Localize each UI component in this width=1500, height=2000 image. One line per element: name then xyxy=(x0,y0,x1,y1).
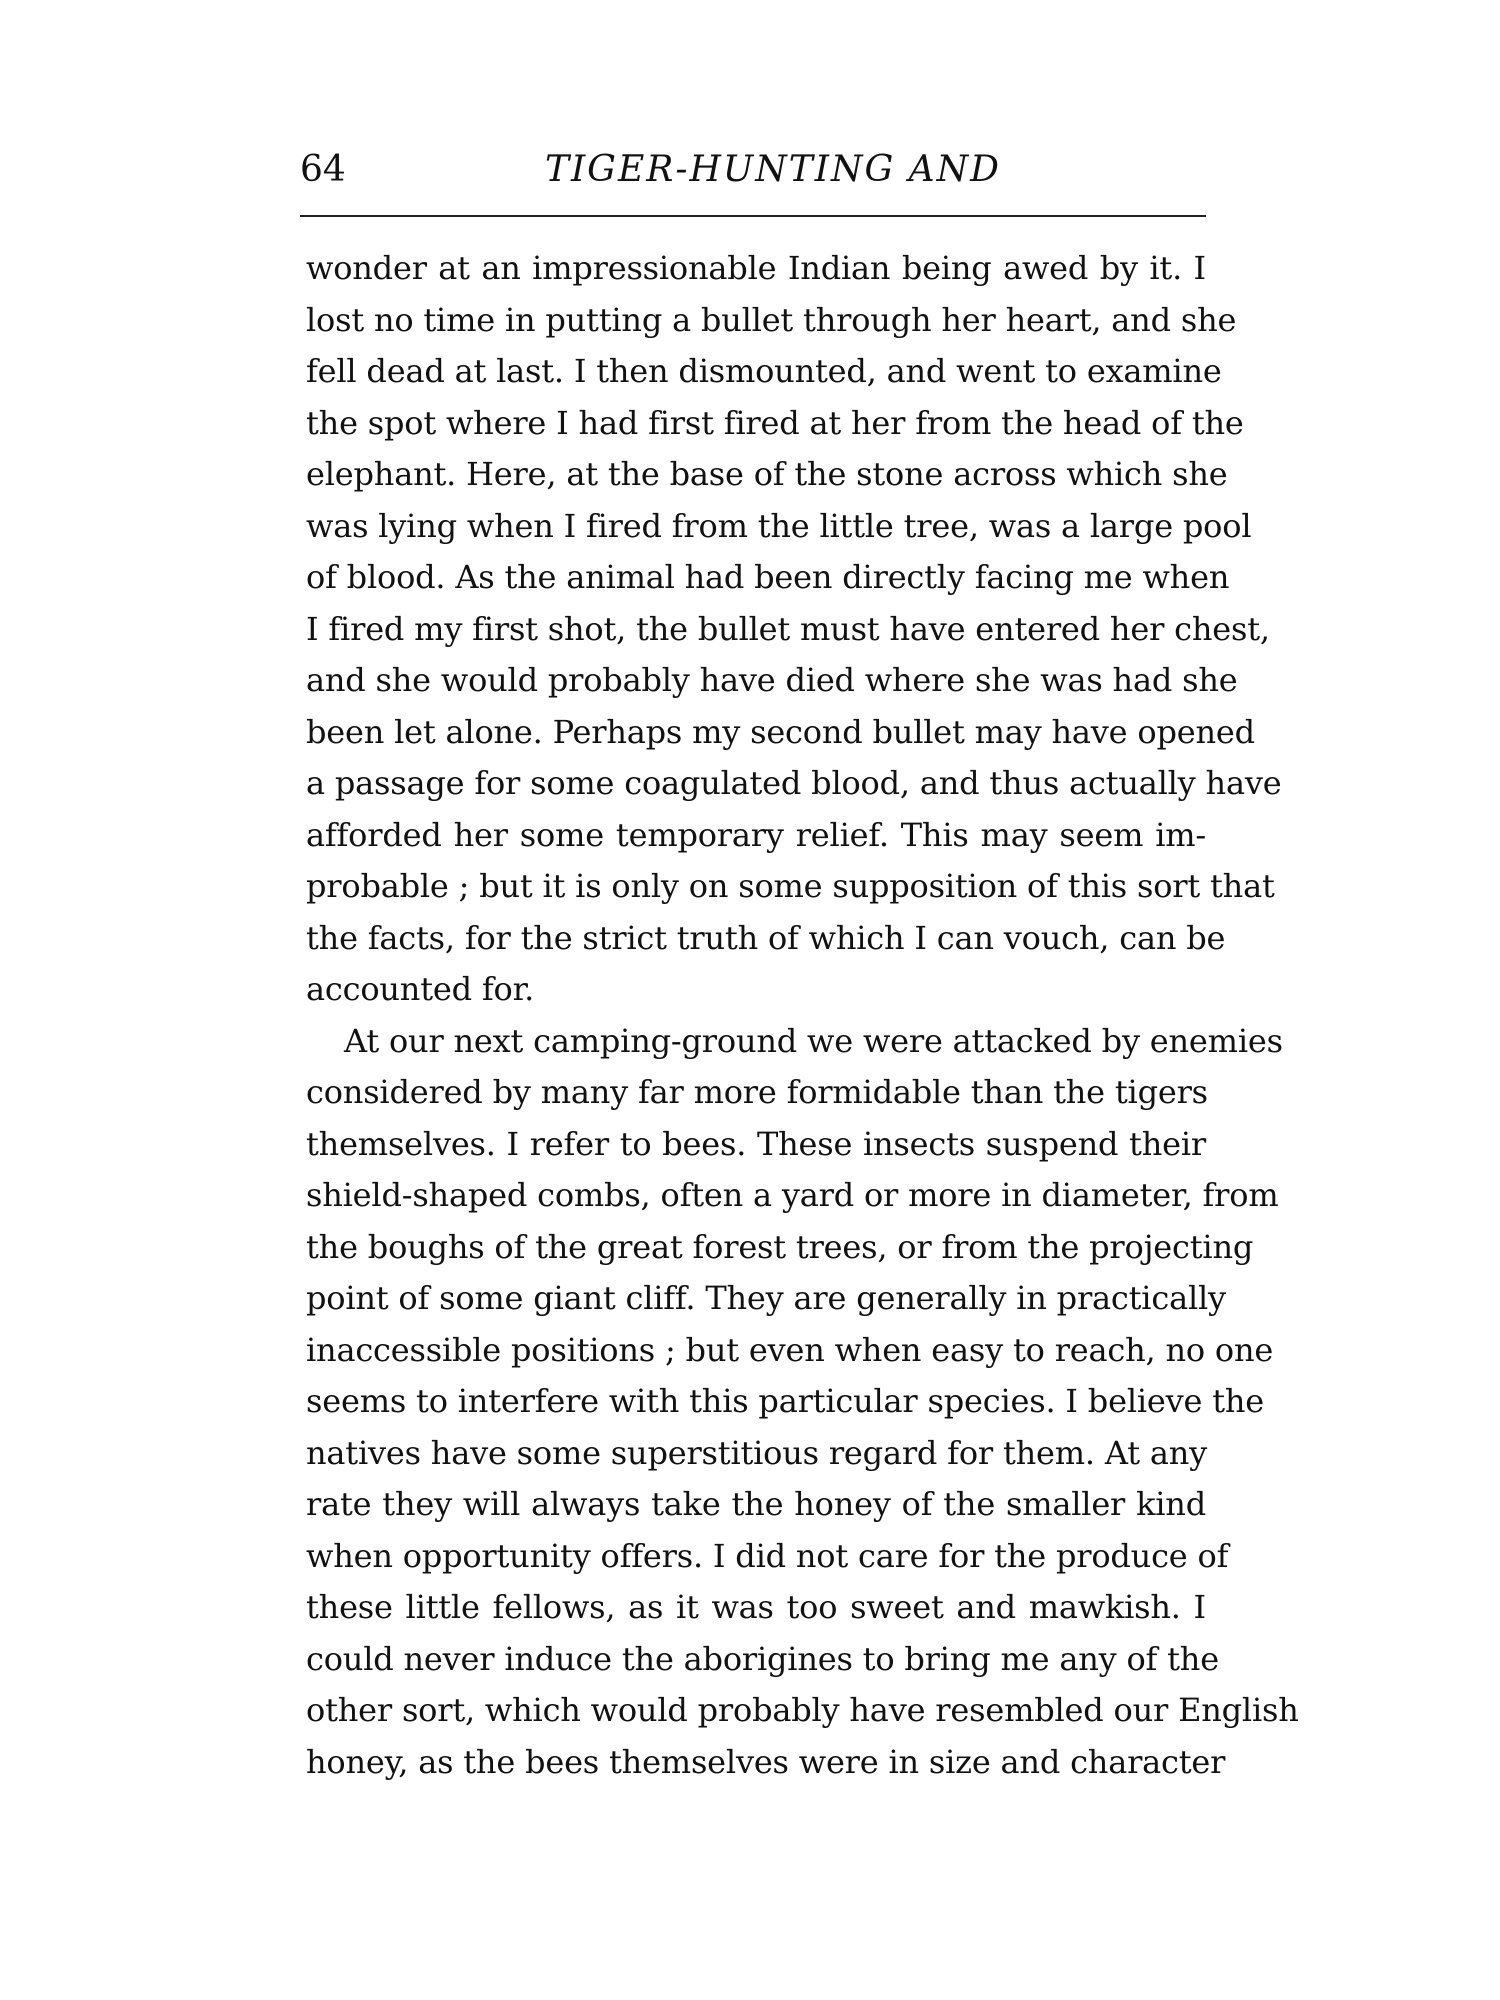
text-line: natives have some superstitious regard for them. At any xyxy=(306,1433,1208,1472)
text-line: lost no time in putting a bullet through her heart, and she xyxy=(306,300,1237,339)
paragraph xyxy=(306,243,1282,1016)
text-line: accounted for. xyxy=(306,970,535,1008)
text-line: rate they will always take the honey of the smaller kind xyxy=(306,1485,1206,1523)
paragraph xyxy=(306,1016,1299,1789)
text-line: probable ; but it is only on some supposition of this sort that xyxy=(306,867,1275,905)
text-line: At our next camping-ground we were attacked by enemies xyxy=(344,1021,1283,1060)
text-line: the spot where I had first fired at her from the head of the xyxy=(306,403,1244,442)
running-head xyxy=(300,140,1206,200)
text-line: fell dead at last. I then dismounted, and went to examine xyxy=(306,352,1222,390)
text-line: wonder at an impressionable Indian being awed by it. I xyxy=(306,249,1206,287)
text-line: was lying when I fired from the little tree, was a large pool xyxy=(306,506,1252,545)
running-title: TIGER-HUNTING AND xyxy=(544,149,1002,190)
text-line: elephant. Here, at the base of the stone across which she xyxy=(306,455,1228,493)
text-line: point of some giant cliff. They are generally in practically xyxy=(306,1279,1226,1317)
page-number: 64 xyxy=(300,149,346,190)
text-line: honey, as the bees themselves were in size and character xyxy=(306,1742,1226,1781)
header-rule xyxy=(300,215,1206,217)
text-line: other sort, which would probably have resembled our English xyxy=(306,1691,1299,1729)
text-line: when opportunity offers. I did not care for the produce of xyxy=(306,1536,1229,1575)
text-line: these little fellows, as it was too sweet and mawkish. I xyxy=(306,1588,1206,1626)
text-line: I fired my first shot, the bullet must have entered her chest, xyxy=(306,609,1270,648)
body-text xyxy=(306,243,1299,1788)
text-line: shield-shaped combs, often a yard or more in diameter, from xyxy=(306,1176,1279,1214)
text-line: inaccessible positions ; but even when easy to reach, no one xyxy=(306,1330,1274,1369)
text-line: seems to interfere with this particular species. I believe the xyxy=(306,1382,1265,1420)
text-line: and she would probably have died where she was had she xyxy=(306,661,1238,699)
text-line: the facts, for the strict truth of which I can vouch, can be xyxy=(306,918,1226,957)
text-line: the boughs of the great forest trees, or from the projecting xyxy=(306,1227,1254,1266)
text-line: of blood. As the animal had been directly facing me when xyxy=(306,558,1230,596)
text-line: could never induce the aborigines to bring me any of the xyxy=(306,1639,1219,1678)
text-line: considered by many far more formidable than the tigers xyxy=(306,1073,1208,1111)
text-line: themselves. I refer to bees. These insects suspend their xyxy=(306,1124,1206,1163)
text-line: been let alone. Perhaps my second bullet may have opened xyxy=(306,712,1255,751)
text-line: a passage for some coagulated blood, and thus actually have xyxy=(306,764,1282,802)
text-line: afforded her some temporary relief. This may seem im- xyxy=(306,815,1206,854)
